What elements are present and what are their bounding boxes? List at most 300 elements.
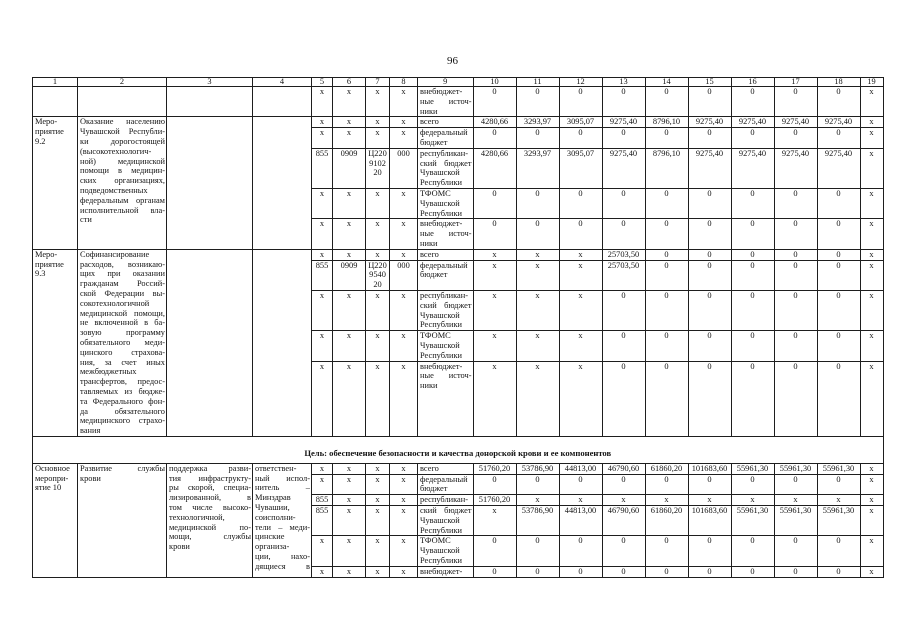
table-cell-col-8: x	[390, 506, 418, 535]
table-cell-col-8: x	[390, 117, 418, 127]
table-cell-col-14: 0	[646, 362, 689, 436]
table-cell-col-18: 0	[818, 189, 861, 218]
table-cell-col-19: x	[861, 128, 884, 148]
table-cell-col-13: 46790,60	[603, 464, 646, 474]
table-cell-col-15: 0	[689, 219, 732, 248]
table-cell-col-5: x	[312, 128, 333, 148]
table-cell-col-18: 0	[818, 331, 861, 360]
table-cell-col-7: Ц220 9102 20	[366, 149, 390, 188]
table-cell-col-18: 0	[818, 261, 861, 290]
table-cell-col-13: 0	[603, 475, 646, 495]
column-number-cell: 12	[560, 78, 603, 86]
table-cell-col-17: 9275,40	[775, 117, 818, 127]
table-cell-col-14: 61860,20	[646, 506, 689, 535]
table-cell-col-15: 101683,60	[689, 464, 732, 474]
table-cell-col-13: 0	[603, 87, 646, 116]
table-cell-col-5: x	[312, 331, 333, 360]
table-cell-col-13: 25703,50	[603, 261, 646, 290]
table-cell-col-11: x	[517, 250, 560, 260]
table-cell-col-16: 0	[732, 87, 775, 116]
table-cell-col-4	[253, 117, 312, 248]
table-cell-col-13: 0	[603, 128, 646, 148]
table-cell-col-16: 0	[732, 291, 775, 330]
table-cell-col-11: 53786,90	[517, 464, 560, 474]
budget-table	[32, 77, 884, 578]
table-cell-col-9: ский бюджет Чувашской Республики	[420, 506, 472, 535]
table-cell-col-5: x	[312, 291, 333, 330]
table-cell-col-14: x	[646, 495, 689, 505]
table-cell-col-8: x	[390, 536, 418, 565]
table-cell-col-16: 9275,40	[732, 149, 775, 188]
column-number-cell: 5	[312, 78, 333, 86]
table-cell-col-16: x	[732, 495, 775, 505]
funding-row	[312, 128, 884, 149]
table-cell-col-7: x	[366, 536, 390, 565]
table-cell-col-19: x	[861, 250, 884, 260]
funding-row	[312, 536, 884, 566]
table-cell-col-19: x	[861, 506, 884, 535]
table-cell-col-11: 53786,90	[517, 506, 560, 535]
table-cell-col-18: 0	[818, 87, 861, 116]
table-cell-col-13: x	[603, 495, 646, 505]
column-number-cell: 7	[366, 78, 390, 86]
table-cell-col-8: x	[390, 291, 418, 330]
table-cell-col-2	[78, 87, 167, 116]
table-cell-col-17: 0	[775, 536, 818, 565]
table-cell-col-17: 0	[775, 567, 818, 577]
table-cell-col-15: 0	[689, 261, 732, 290]
table-cell-col-13: 46790,60	[603, 506, 646, 535]
funding-row	[312, 87, 884, 116]
table-cell-col-17: 0	[775, 362, 818, 436]
table-cell-col-10: 0	[474, 536, 517, 565]
table-cell-col-13: 0	[603, 189, 646, 218]
table-cell-col-17: 0	[775, 261, 818, 290]
column-number-cell: 14	[646, 78, 689, 86]
table-cell-col-18: 0	[818, 567, 861, 577]
table-cell-col-13: 9275,40	[603, 117, 646, 127]
table-cell-col-19: x	[861, 149, 884, 188]
table-cell-col-19: x	[861, 567, 884, 577]
column-number-cell: 2	[78, 78, 167, 86]
funding-row	[312, 362, 884, 436]
table-cell-col-9: всего	[418, 117, 474, 127]
table-cell-col-12: 0	[560, 536, 603, 565]
event-description	[33, 250, 312, 436]
table-cell-col-18: 0	[818, 291, 861, 330]
table-cell-col-10: x	[474, 331, 517, 360]
table-cell-col-3	[167, 250, 253, 436]
table-cell-col-12: x	[560, 331, 603, 360]
column-number-cell: 10	[474, 78, 517, 86]
table-cell-col-18: 0	[818, 536, 861, 565]
table-cell-col-18: 55961,30	[818, 464, 861, 474]
table-cell-col-8: x	[390, 475, 418, 495]
table-cell-col-16: 0	[732, 362, 775, 436]
table-cell-col-19: x	[861, 219, 884, 248]
table-cell-col-19: x	[861, 495, 884, 505]
table-cell-col-15: 0	[689, 331, 732, 360]
event-description	[33, 87, 312, 116]
table-cell-col-16: 55961,30	[732, 506, 775, 535]
table-cell-col-15: x	[689, 495, 732, 505]
table-cell-col-9: внебюджет-	[418, 567, 474, 577]
table-cell-col-13: 25703,50	[603, 250, 646, 260]
table-cell-col-13: 0	[603, 291, 646, 330]
column-number-row	[33, 78, 884, 87]
table-cell-col-8: x	[390, 567, 418, 577]
table-cell-col-5: x	[312, 464, 333, 474]
column-number-cell: 3	[167, 78, 253, 86]
table-cell-col-6: x	[333, 189, 366, 218]
table-cell-col-4: ответствен- ный испол- нитель – Минздрав Чувашии, соисполни- тели – меди- цинские организа- ции, нахо- дящиеся в	[253, 464, 312, 577]
table-cell-col-16: 0	[732, 128, 775, 148]
table-cell-col-9: ТФОМС Чувашской Республики	[418, 189, 474, 218]
table-cell-col-14: 0	[646, 475, 689, 495]
column-number-cell: 18	[818, 78, 861, 86]
table-cell-col-18: 0	[818, 362, 861, 436]
table-cell-col-13: 0	[603, 219, 646, 248]
table-cell-col-9: ТФОМС Чувашской Республики	[418, 331, 474, 360]
event-section	[33, 117, 884, 249]
table-cell-col-7: x	[366, 87, 390, 116]
table-cell-col-19: x	[861, 291, 884, 330]
table-cell-col-18: 55961,30	[818, 506, 861, 535]
table-cell-col-14: 0	[646, 87, 689, 116]
table-cell-col-14: 61860,20	[646, 464, 689, 474]
table-cell-col-6: x	[333, 536, 366, 565]
funding-rows	[312, 117, 884, 248]
table-cell-col-4	[253, 87, 312, 116]
table-cell-col-5: x	[312, 87, 333, 116]
table-cell-col-17: 0	[775, 475, 818, 495]
table-cell-col-12: 3095,07	[560, 117, 603, 127]
table-cell-col-14: 0	[646, 261, 689, 290]
table-cell-col-16: 55961,30	[732, 464, 775, 474]
table-cell-col-11: x	[517, 331, 560, 360]
table-cell-col-13: 0	[603, 567, 646, 577]
table-cell-col-9: федеральный бюджет	[418, 475, 474, 495]
table-cell-col-14: 0	[646, 219, 689, 248]
table-cell-col-5: 855	[312, 495, 333, 505]
table-cell-col-15: 101683,60	[689, 506, 732, 535]
table-cell-col-19: x	[861, 536, 884, 565]
table-cell-col-6: x	[333, 362, 366, 436]
table-cell-col-19: x	[861, 261, 884, 290]
table-cell-col-8: x	[390, 464, 418, 474]
table-cell-col-14: 8796,10	[646, 149, 689, 188]
table-cell-col-7: x	[366, 506, 390, 535]
table-cell-col-15: 9275,40	[689, 117, 732, 127]
table-cell-col-10: 4280,66	[474, 149, 517, 188]
table-cell-col-7: x	[366, 331, 390, 360]
table-cell-col-10: x	[474, 291, 517, 330]
funding-row	[312, 567, 884, 577]
column-number-cell: 17	[775, 78, 818, 86]
table-cell-col-7: Ц220 9540 20	[366, 261, 390, 290]
table-cell-col-12: 0	[560, 475, 603, 495]
event-description	[33, 464, 312, 577]
table-cell-col-12: x	[560, 362, 603, 436]
funding-row	[312, 117, 884, 128]
table-cell-col-10: 0	[474, 87, 517, 116]
table-cell-col-5: x	[312, 567, 333, 577]
table-cell-col-16: 0	[732, 331, 775, 360]
table-cell-col-11: x	[517, 291, 560, 330]
table-cell-col-8: x	[390, 250, 418, 260]
table-cell-col-14: 0	[646, 331, 689, 360]
table-cell-col-16: 0	[732, 189, 775, 218]
table-cell-col-18: x	[818, 495, 861, 505]
table-cell-col-1: Меро- приятие 9.3	[33, 250, 78, 436]
table-cell-col-9: ТФОМС Чувашской Республики	[418, 536, 474, 565]
table-cell-col-16: 0	[732, 219, 775, 248]
table-cell-col-19: x	[861, 87, 884, 116]
table-cell-col-19: x	[861, 362, 884, 436]
table-cell-col-5: x	[312, 189, 333, 218]
table-cell-col-5: 855	[312, 261, 333, 290]
table-cell-col-8: 000	[390, 149, 418, 188]
column-number-cell: 9	[418, 78, 474, 86]
table-cell-col-10: 51760,20	[474, 464, 517, 474]
table-cell-col-15: 0	[689, 189, 732, 218]
table-cell-col-10: x	[474, 261, 517, 290]
table-cell-col-6: x	[333, 331, 366, 360]
table-cell-col-2: Развитие службы крови	[78, 464, 167, 577]
table-cell-col-11: 0	[517, 128, 560, 148]
table-cell-col-10: 0	[474, 567, 517, 577]
table-cell-col-7: x	[366, 291, 390, 330]
table-cell-col-16: 0	[732, 250, 775, 260]
table-cell-col-17: 0	[775, 250, 818, 260]
table-cell-col-2: Софинансирование расходов, возникаю- щих при оказании гражданам Россий- ской Федерации вы- сокотехнологичной медицинской помощи, не включенной в ба- зовую программу обязательного меди- цинского страхова- ния, за счет иных межбюджетных трансфертов, предос- тавляемых из бюдже- та Федерального фон- да обязательного медицинского страхо- вания	[80, 249, 165, 436]
funding-row	[312, 475, 884, 496]
event-section	[33, 250, 884, 437]
table-cell-col-16: 0	[732, 567, 775, 577]
table-cell-col-3: поддержка разви- тия инфраструкту- ры скорой, специа- лизированной, в том числе высоко- технологичной, медицинской по- мощи, службы крови	[167, 464, 253, 577]
table-cell-col-7: x	[366, 362, 390, 436]
goal-row: Цель: обеспечение безопасности и качества донорской крови и ее компонентов	[33, 437, 884, 464]
table-cell-col-17: 0	[775, 331, 818, 360]
table-cell-col-12: x	[560, 291, 603, 330]
table-cell-col-7: x	[366, 567, 390, 577]
table-cell-col-17: 0	[775, 128, 818, 148]
table-cell-col-13: 0	[603, 362, 646, 436]
table-cell-col-2: Оказание населению Чувашской Республи- ки дорогостоящей (высокотехнологич- ной) медицинской помощи в медицин- ских организациях, подведомственных федеральным органам исполнительной вла- сти	[78, 117, 167, 248]
funding-rows	[312, 87, 884, 116]
table-cell-col-12: 0	[560, 128, 603, 148]
table-cell-col-10: 0	[474, 128, 517, 148]
funding-row	[312, 189, 884, 219]
table-cell-col-11: x	[517, 362, 560, 436]
table-cell-col-15: 0	[689, 536, 732, 565]
table-cell-col-9: всего	[418, 464, 474, 474]
table-cell-col-17: 0	[775, 87, 818, 116]
table-cell-col-6: x	[333, 464, 366, 474]
table-cell-col-7: x	[366, 219, 390, 248]
table-cell-col-15: 0	[689, 87, 732, 116]
table-cell-col-18: 0	[818, 219, 861, 248]
table-cell-col-6: x	[333, 117, 366, 127]
table-cell-col-9: внебюджет- ные источ- ники	[420, 219, 472, 248]
table-cell-col-19: x	[861, 117, 884, 127]
table-cell-col-13: 0	[603, 536, 646, 565]
table-cell-col-7: x	[366, 464, 390, 474]
table-cell-col-11: 3293,97	[517, 149, 560, 188]
table-cell-col-16: 0	[732, 475, 775, 495]
table-cell-col-14: 0	[646, 128, 689, 148]
table-cell-col-5: x	[312, 219, 333, 248]
table-cell-col-17: 9275,40	[775, 149, 818, 188]
table-cell-col-14: 0	[646, 250, 689, 260]
funding-row	[312, 464, 884, 475]
table-cell-col-6: x	[333, 567, 366, 577]
column-number-cell: 8	[390, 78, 418, 86]
table-cell-col-19: x	[861, 189, 884, 218]
table-cell-col-13: 9275,40	[603, 149, 646, 188]
event-description	[33, 117, 312, 248]
table-cell-col-7: x	[366, 117, 390, 127]
column-number-cell: 1	[33, 78, 78, 86]
column-number-cell: 6	[333, 78, 366, 86]
funding-row	[312, 291, 884, 331]
table-cell-col-15: 9275,40	[689, 149, 732, 188]
table-cell-col-6: x	[333, 291, 366, 330]
table-cell-col-18: 0	[818, 475, 861, 495]
table-cell-col-11: 0	[517, 475, 560, 495]
table-cell-col-16: 0	[732, 536, 775, 565]
table-cell-col-3	[167, 117, 253, 248]
table-cell-col-12: 0	[560, 189, 603, 218]
table-cell-col-15: 0	[689, 567, 732, 577]
table-cell-col-12: 3095,07	[560, 149, 603, 188]
table-cell-col-11: 0	[517, 189, 560, 218]
table-cell-col-4	[253, 250, 312, 436]
column-number-cell: 16	[732, 78, 775, 86]
table-cell-col-10: 0	[474, 219, 517, 248]
table-cell-col-9: республикан-	[418, 495, 474, 505]
table-cell-col-10: x	[474, 506, 517, 535]
table-cell-col-9: всего	[418, 250, 474, 260]
table-cell-col-10: 0	[474, 189, 517, 218]
table-cell-col-14: 0	[646, 189, 689, 218]
funding-row	[312, 219, 884, 248]
table-cell-col-12: 0	[560, 567, 603, 577]
funding-row	[312, 331, 884, 361]
table-cell-col-8: x	[390, 331, 418, 360]
funding-row	[312, 149, 884, 189]
event-section	[33, 87, 884, 117]
table-cell-col-8: x	[390, 87, 418, 116]
table-cell-col-14: 8796,10	[646, 117, 689, 127]
table-cell-col-1: Меро- приятие 9.2	[33, 117, 78, 248]
table-cell-col-6: x	[333, 250, 366, 260]
table-cell-col-10: 51760,20	[474, 495, 517, 505]
table-cell-col-5: x	[312, 536, 333, 565]
table-cell-col-8: x	[390, 362, 418, 436]
table-cell-col-17: 0	[775, 189, 818, 218]
table-cell-col-14: 0	[646, 536, 689, 565]
table-cell-col-18: 0	[818, 128, 861, 148]
table-cell-col-5: 855	[312, 149, 333, 188]
column-number-cell: 15	[689, 78, 732, 86]
table-cell-col-12: 44813,00	[560, 506, 603, 535]
table-cell-col-10: x	[474, 250, 517, 260]
table-cell-col-9: внебюджет- ные источ- ники	[420, 87, 472, 116]
table-cell-col-17: 0	[775, 291, 818, 330]
table-cell-col-6: x	[333, 128, 366, 148]
table-cell-col-18: 0	[818, 250, 861, 260]
table-cell-col-6: 0909	[333, 261, 366, 290]
column-number-cell: 19	[861, 78, 884, 86]
table-cell-col-16: 0	[732, 261, 775, 290]
table-cell-col-12: 0	[560, 219, 603, 248]
table-cell-col-6: x	[333, 87, 366, 116]
table-cell-col-17: 0	[775, 219, 818, 248]
table-cell-col-10: 4280,66	[474, 117, 517, 127]
funding-row	[312, 250, 884, 261]
table-cell-col-11: 0	[517, 219, 560, 248]
table-cell-col-7: x	[366, 475, 390, 495]
table-cell-col-7: x	[366, 128, 390, 148]
table-cell-col-6: x	[333, 475, 366, 495]
table-cell-col-18: 9275,40	[818, 117, 861, 127]
table-cell-col-8: x	[390, 189, 418, 218]
event-section	[33, 464, 884, 578]
table-cell-col-7: x	[366, 189, 390, 218]
funding-row	[312, 261, 884, 291]
table-cell-col-11: x	[517, 495, 560, 505]
table-cell-col-15: 0	[689, 128, 732, 148]
table-cell-col-5: 855	[312, 506, 333, 535]
table-cell-col-9: федеральный бюджет	[418, 128, 474, 148]
table-cell-col-8: 000	[390, 261, 418, 290]
funding-row	[312, 495, 884, 506]
table-cell-col-1: Основное меропри- ятие 10	[33, 464, 78, 577]
funding-rows	[312, 464, 884, 577]
table-cell-col-15: 0	[689, 475, 732, 495]
table-cell-col-7: x	[366, 250, 390, 260]
table-cell-col-6: 0909	[333, 149, 366, 188]
table-cell-col-13: 0	[603, 331, 646, 360]
table-cell-col-11: 3293,97	[517, 117, 560, 127]
table-cell-col-5: x	[312, 117, 333, 127]
table-cell-col-8: x	[390, 219, 418, 248]
table-cell-col-7: x	[366, 495, 390, 505]
table-cell-col-19: x	[861, 475, 884, 495]
table-cell-col-11: x	[517, 261, 560, 290]
table-cell-col-12: x	[560, 261, 603, 290]
table-cell-col-12: x	[560, 250, 603, 260]
table-cell-col-6: x	[333, 219, 366, 248]
table-cell-col-8: x	[390, 495, 418, 505]
table-cell-col-15: 0	[689, 291, 732, 330]
table-cell-col-3	[167, 87, 253, 116]
table-cell-col-12: x	[560, 495, 603, 505]
table-cell-col-11: 0	[517, 567, 560, 577]
column-number-cell: 4	[253, 78, 312, 86]
table-cell-col-10: x	[474, 362, 517, 436]
table-cell-col-1	[33, 87, 78, 116]
table-cell-col-11: 0	[517, 536, 560, 565]
table-cell-col-18: 9275,40	[818, 149, 861, 188]
table-cell-col-17: x	[775, 495, 818, 505]
table-cell-col-6: x	[333, 506, 366, 535]
column-number-cell: 11	[517, 78, 560, 86]
table-cell-col-12: 0	[560, 87, 603, 116]
table-cell-col-16: 9275,40	[732, 117, 775, 127]
table-cell-col-12: 44813,00	[560, 464, 603, 474]
